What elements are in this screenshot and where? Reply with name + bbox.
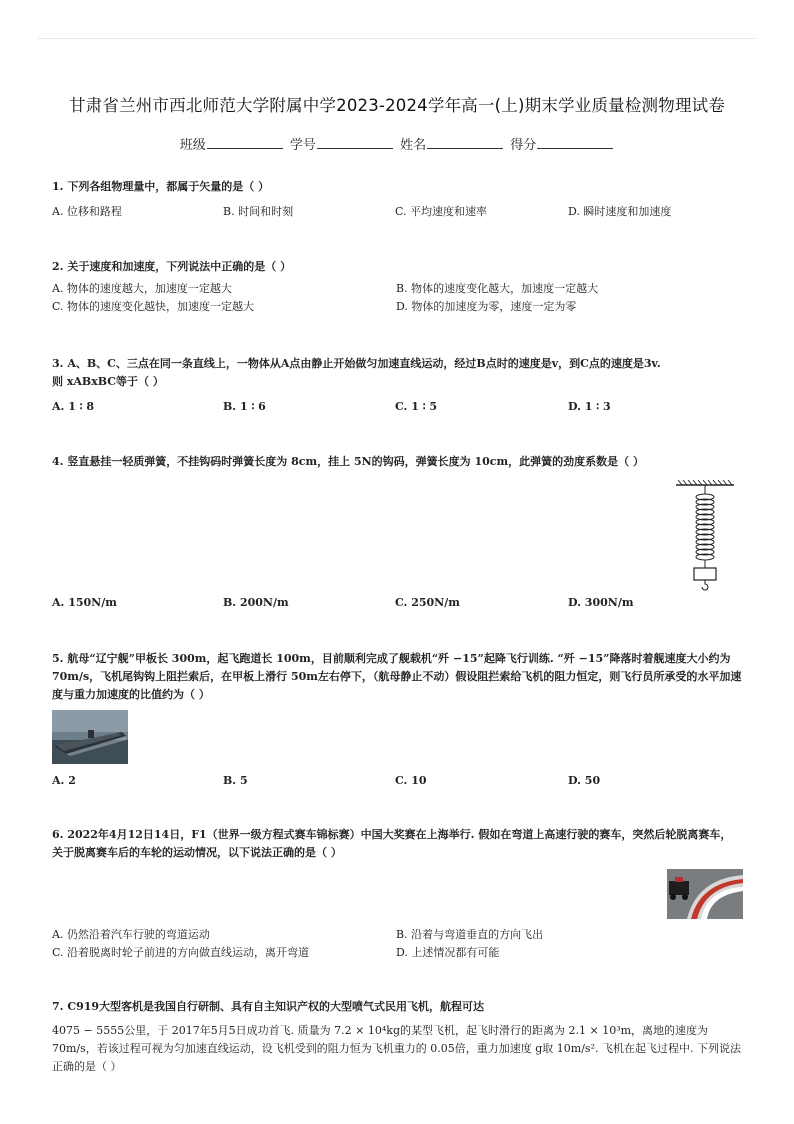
question-3 (52, 355, 742, 416)
info-class-label: 班级 (179, 138, 206, 153)
question-4-options (52, 594, 742, 612)
option-c[interactable]: C. 10 (395, 774, 427, 787)
option-d[interactable]: D. 1 ∶ 3 (568, 400, 611, 413)
options-row (52, 203, 742, 221)
question-stem: 5. 航母“辽宁舰”甲板长 300m，起飞跑道长 100m，目前顺利完成了舰载机“歼 −15”起降飞行训练. “歼 −15”降落时着舰速度大小约为 70m/s，飞机尾钩钩上阻拦索后，在甲板上滑行 50m左右停下，（航母静止不动）假设阻拦索给飞机的阻力恒定，则飞行员所承受的水平加速度与重力加速度的比值约为（ ） (52, 652, 742, 701)
option-b[interactable]: B. 1 ∶ 6 (223, 400, 266, 413)
option-d[interactable]: D. 瞬时速度和加速度 (568, 205, 672, 218)
option-d[interactable]: D. 300N/m (568, 596, 634, 609)
question-2 (52, 258, 742, 316)
option-a[interactable]: A. 物体的速度越大，加速度一定越大 (52, 282, 232, 295)
info-name-label: 姓名 (400, 138, 427, 153)
spring-hook-weight-figure (672, 480, 738, 592)
option-d[interactable]: D. 50 (568, 774, 601, 787)
question-stem: 6. 2022年4月12日14日，F1（世界一级方程式赛车锦标赛）中国大奖赛在上海举行. 假如在弯道上高速行驶的赛车，突然后轮脱离赛车，关于脱离赛车后的车轮的运动情况，以下说法正确的是（ ） (52, 828, 732, 859)
option-c[interactable]: C. 250N/m (395, 596, 460, 609)
option-c[interactable]: C. 1 ∶ 5 (395, 400, 438, 413)
option-a[interactable]: A. 1 ∶ 8 (52, 400, 95, 413)
option-d[interactable]: D. 上述情况都有可能 (396, 946, 500, 959)
option-b[interactable]: B. 200N/m (223, 596, 289, 609)
question-5-options (52, 772, 742, 790)
option-c[interactable]: C. 物体的速度变化越快，加速度一定越大 (52, 300, 255, 313)
question-6 (52, 826, 742, 862)
question-6-options (52, 926, 742, 962)
option-b[interactable]: B. 物体的速度变化越大，加速度一定越大 (396, 282, 599, 295)
question-4 (52, 453, 742, 471)
question-stem: 4. 竖直悬挂一轻质弹簧，不挂钩码时弹簧长度为 8cm，挂上 5N的钩码，弹簧长度为 10cm，此弹簧的劲度系数是（ ） (52, 455, 644, 468)
info-score-label: 得分 (510, 138, 537, 153)
question-stem-line2: 4075 − 5555公里，于 2017年5月5日成功首飞. 质量为 7.2 × 10⁴kg的某型飞机，起飞时滑行的距离为 2.1 × 10³m，离地的速度为 70m/s，若该过程可视为匀加速直线运动，设飞机受到的阻力恒为飞机重力的 0.05倍，重力加速度 g取 10m/s². 飞机在起飞过程中. 下列说法正确的是（ ） (52, 1024, 741, 1073)
question-7 (52, 998, 742, 1076)
page-title: 甘肃省兰州市西北师范大学附属中学2023-2024学年高一(上)期末学业质量检测物理试卷 (68, 96, 726, 115)
question-stem-line1: 7. C919大型客机是我国自行研制、具有自主知识产权的大型喷气式民用飞机，航程可达 (52, 1000, 485, 1013)
options-row (52, 398, 742, 416)
race-car-curve-photo (667, 869, 743, 919)
option-b[interactable]: B. 5 (223, 774, 248, 787)
student-info-line (0, 134, 794, 153)
info-class-blank[interactable] (207, 136, 283, 149)
info-id-blank[interactable] (317, 136, 393, 149)
question-stem: 2. 关于速度和加速度，下列说法中正确的是（ ） (52, 260, 292, 273)
header-divider (38, 38, 756, 39)
question-stem: 1. 下列各组物理量中，都属于矢量的是（ ） (52, 180, 270, 193)
question-1 (52, 178, 742, 221)
info-id-label: 学号 (289, 138, 316, 153)
info-name-blank[interactable] (427, 136, 503, 149)
option-b[interactable]: B. 时间和时刻 (223, 205, 294, 218)
option-c[interactable]: C. 沿着脱离时轮子前进的方向做直线运动，离开弯道 (52, 946, 310, 959)
options-grid (52, 926, 742, 962)
options-row (52, 594, 742, 612)
option-a[interactable]: A. 2 (52, 774, 76, 787)
options-grid (52, 280, 742, 316)
question-stem-line1: 3. A、B、C、三点在同一条直线上，一物体从A点由静止开始做匀加速直线运动，经过B点时的速度是v，到C点的速度是3v. (52, 357, 661, 370)
option-a[interactable]: A. 仍然沿着汽车行驶的弯道运动 (52, 928, 210, 941)
question-5 (52, 650, 742, 704)
aircraft-carrier-photo (52, 710, 128, 764)
option-a[interactable]: A. 位移和路程 (52, 205, 122, 218)
info-score-blank[interactable] (537, 136, 613, 149)
options-row (52, 772, 742, 790)
option-d[interactable]: D. 物体的加速度为零，速度一定为零 (396, 300, 577, 313)
question-stem-line2: 则 xABxBC等于（ ） (52, 375, 164, 388)
option-b[interactable]: B. 沿着与弯道垂直的方向飞出 (396, 928, 544, 941)
option-c[interactable]: C. 平均速度和速率 (395, 205, 488, 218)
option-a[interactable]: A. 150N/m (52, 596, 117, 609)
